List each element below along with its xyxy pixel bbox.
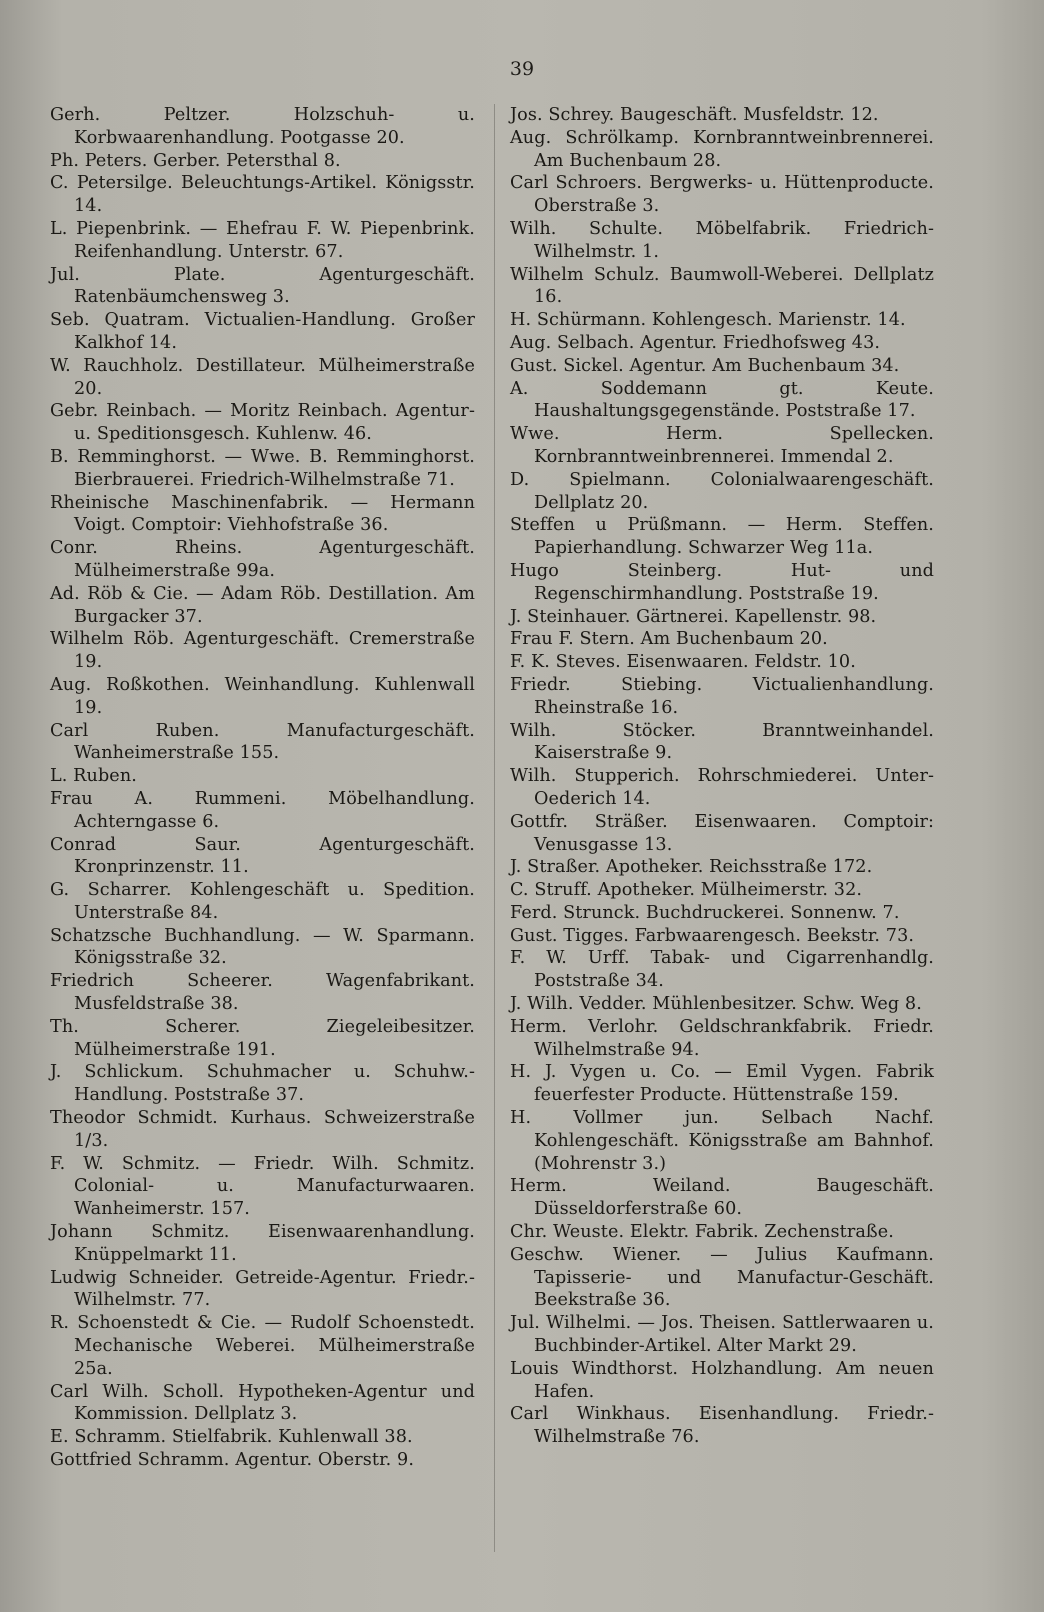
directory-entry: C. Petersilge. Beleuchtungs-Artikel. Königsstr. 14.	[50, 173, 475, 217]
directory-entry: Friedrich Scheerer. Wagenfabrikant. Musfeldstraße 38.	[50, 971, 475, 1015]
directory-entry: Frau F. Stern. Am Buchenbaum 20.	[510, 629, 828, 650]
directory-entry: R. Schoenstedt & Cie. — Rudolf Schoenstedt. Mechanische Weberei. Mülheimerstraße 25a.	[50, 1313, 475, 1379]
directory-entry: Jul. Plate. Agenturgeschäft. Ratenbäumchensweg 3.	[50, 264, 475, 308]
directory-entry: Jul. Wilhelmi. — Jos. Theisen. Sattlerwaaren u. Buchbinder-Artikel. Alter Markt 29.	[510, 1313, 934, 1357]
directory-entry: F. W. Urff. Tabak- und Cigarrenhandlg. Poststraße 34.	[510, 948, 934, 992]
directory-entry: Wwe. Herm. Spellecken. Kornbranntweinbrennerei. Immendal 2.	[510, 424, 934, 467]
directory-entry: C. Struff. Apotheker. Mülheimerstr. 32.	[510, 880, 863, 901]
directory-entry: J. Straßer. Apotheker. Reichsstraße 172.	[510, 857, 873, 878]
directory-entry: Wilhelm Schulz. Baumwoll-Weberei. Dellplatz 16.	[510, 264, 934, 308]
directory-entry: Louis Windthorst. Holzhandlung. Am neuen Hafen.	[510, 1358, 934, 1402]
directory-entry: Wilh. Schulte. Möbelfabrik. Friedrich-Wilhelmstr. 1.	[510, 218, 934, 262]
directory-entry: Gust. Tigges. Farbwaarengesch. Beekstr. 73.	[510, 925, 915, 946]
directory-entry: Conrad Saur. Agenturgeschäft. Kronprinzenstr. 11.	[50, 834, 475, 878]
directory-entry: Johann Schmitz. Eisenwaarenhandlung. Knüppelmarkt 11.	[50, 1222, 475, 1265]
directory-entry: Aug. Selbach. Agentur. Friedhofsweg 43.	[510, 332, 881, 353]
directory-entry: Jos. Schrey. Baugeschäft. Musfeldstr. 12.	[510, 105, 879, 125]
directory-entry: B. Remminghorst. — Wwe. B. Remminghorst. Bierbrauerei. Friedrich-Wilhelmstraße 71.	[50, 446, 475, 490]
directory-entry: J. Steinhauer. Gärtnerei. Kapellenstr. 98.	[510, 606, 877, 627]
directory-entry: Ludwig Schneider. Getreide-Agentur. Friedr.-Wilhelmstr. 77.	[50, 1267, 475, 1311]
directory-entry: F. W. Schmitz. — Friedr. Wilh. Schmitz. Colonial- u. Manufacturwaaren. Wanheimerstr. 157.	[50, 1153, 475, 1220]
directory-entry: Wilhelm Röb. Agenturgeschäft. Cremerstraße 19.	[50, 629, 475, 673]
directory-entry: Wilh. Stöcker. Branntweinhandel. Kaiserstraße 9.	[510, 720, 934, 764]
directory-entry: Carl Ruben. Manufacturgeschäft. Wanheimerstraße 155.	[50, 720, 475, 764]
directory-entry: Gerh. Peltzer. Holzschuh- u. Korbwaarenhandlung. Pootgasse 20.	[50, 105, 475, 148]
directory-entry: Hugo Steinberg. Hut- und Regenschirmhandlung. Poststraße 19.	[510, 560, 934, 604]
directory-entry: A. Soddemann gt. Keute. Haushaltungsgegenstände. Poststraße 17.	[510, 378, 934, 422]
directory-entry: D. Spielmann. Colonialwaarengeschäft. Dellplatz 20.	[510, 469, 934, 513]
directory-entry: Carl Wilh. Scholl. Hypotheken-Agentur und Kommission. Dellplatz 3.	[50, 1381, 475, 1425]
directory-entry: L. Piepenbrink. — Ehefrau F. W. Piepenbrink. Reifenhandlung. Unterstr. 67.	[50, 218, 475, 262]
directory-entry: Ferd. Strunck. Buchdruckerei. Sonnenw. 7.	[510, 902, 900, 923]
directory-entry: H. J. Vygen u. Co. — Emil Vygen. Fabrik feuerfester Producte. Hüttenstraße 159.	[510, 1062, 934, 1106]
directory-entry: Carl Schroers. Bergwerks- u. Hüttenproducte. Oberstraße 3.	[510, 173, 934, 217]
directory-entry: Steffen u Prüßmann. — Herm. Steffen. Papierhandlung. Schwarzer Weg 11a.	[510, 515, 934, 559]
column-divider	[494, 104, 495, 1552]
directory-entry: W. Rauchholz. Destillateur. Mülheimerstraße 20.	[50, 355, 475, 399]
page-number: 39	[509, 58, 535, 80]
directory-entry: Gottfried Schramm. Agentur. Oberstr. 9.	[50, 1450, 415, 1471]
directory-entry: Schatzsche Buchhandlung. — W. Sparmann. Königsstraße 32.	[50, 925, 475, 969]
directory-entry: Ph. Peters. Gerber. Petersthal 8.	[50, 150, 341, 171]
directory-entry: Gust. Sickel. Agentur. Am Buchenbaum 34.	[510, 355, 900, 376]
directory-entry: Geschw. Wiener. — Julius Kaufmann. Tapisserie- und Manufactur-Geschäft. Beekstraße 36.	[510, 1244, 934, 1311]
directory-entry: G. Scharrer. Kohlengeschäft u. Spedition. Unterstraße 84.	[50, 880, 475, 923]
directory-entry: Herm. Weiland. Baugeschäft. Düsseldorferstraße 60.	[510, 1176, 934, 1220]
directory-entry: Gebr. Reinbach. — Moritz Reinbach. Agentur- u. Speditionsgesch. Kuhlenw. 46.	[50, 401, 475, 445]
directory-entry: Frau A. Rummeni. Möbelhandlung. Achterngasse 6.	[50, 788, 475, 832]
directory-entry: Seb. Quatram. Victualien-Handlung. Großer Kalkhof 14.	[50, 310, 475, 353]
directory-entry: Ad. Röb & Cie. — Adam Röb. Destillation. Am Burgacker 37.	[50, 583, 475, 627]
directory-entry: F. K. Steves. Eisenwaaren. Feldstr. 10.	[510, 652, 856, 673]
directory-entry: Conr. Rheins. Agenturgeschäft. Mülheimerstraße 99a.	[50, 538, 475, 581]
directory-entry: L. Ruben.	[50, 766, 137, 787]
directory-entry: Th. Scherer. Ziegeleibesitzer. Mülheimerstraße 191.	[50, 1016, 475, 1060]
directory-entry: Wilh. Stupperich. Rohrschmiederei. Unter-Oederich 14.	[510, 766, 934, 809]
directory-entry: H. Vollmer jun. Selbach Nachf. Kohlengeschäft. Königsstraße am Bahnhof. (Mohrenstr 3.)	[510, 1108, 934, 1174]
right-column	[510, 104, 934, 1449]
directory-entry: Carl Winkhaus. Eisenhandlung. Friedr.-Wilhelmstraße 76.	[510, 1404, 934, 1448]
directory-entry: Aug. Roßkothen. Weinhandlung. Kuhlenwall 19.	[50, 674, 475, 718]
directory-entry: Chr. Weuste. Elektr. Fabrik. Zechenstraße.	[510, 1222, 894, 1243]
directory-entry: Friedr. Stiebing. Victualienhandlung. Rheinstraße 16.	[510, 674, 934, 718]
directory-entry: Rheinische Maschinenfabrik. — Hermann Voigt. Comptoir: Viehhofstraße 36.	[50, 492, 475, 536]
directory-entry: Theodor Schmidt. Kurhaus. Schweizerstraße 1/3.	[50, 1108, 475, 1151]
directory-entry: J. Schlickum. Schuhmacher u. Schuhw.-Handlung. Poststraße 37.	[50, 1062, 475, 1106]
directory-entry: E. Schramm. Stielfabrik. Kuhlenwall 38.	[50, 1427, 413, 1448]
directory-entry: Herm. Verlohr. Geldschrankfabrik. Friedr. Wilhelmstraße 94.	[510, 1016, 934, 1060]
left-column	[50, 104, 475, 1472]
directory-entry: Gottfr. Sträßer. Eisenwaaren. Comptoir: Venusgasse 13.	[510, 811, 934, 855]
directory-entry: J. Wilh. Vedder. Mühlenbesitzer. Schw. Weg 8.	[510, 994, 922, 1015]
directory-entry: H. Schürmann. Kohlengesch. Marienstr. 14.	[510, 310, 906, 331]
directory-entry: Aug. Schrölkamp. Kornbranntweinbrennerei. Am Buchenbaum 28.	[510, 127, 934, 171]
